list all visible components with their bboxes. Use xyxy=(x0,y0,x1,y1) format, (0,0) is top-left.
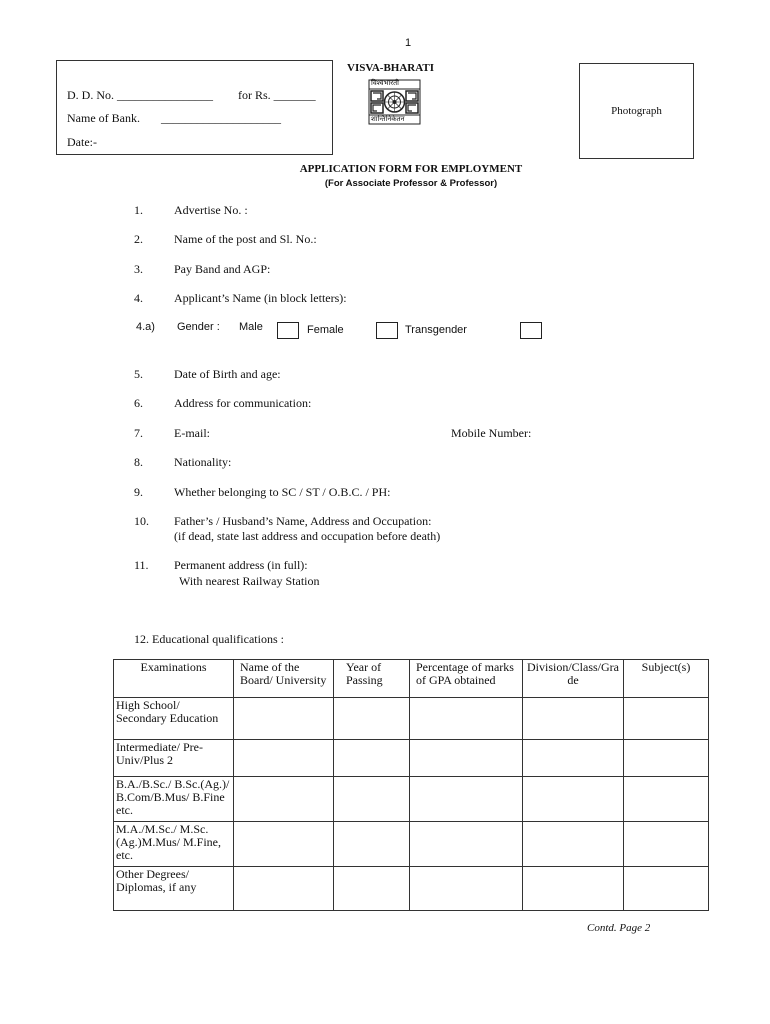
transgender-checkbox[interactable] xyxy=(520,322,542,339)
item-number: 3. xyxy=(134,262,143,276)
exam-cell: Other Degrees/ Diplomas, if any xyxy=(114,867,234,911)
mobile-number-label: Mobile Number: xyxy=(451,426,532,440)
column-header: Examinations xyxy=(114,660,234,698)
table-row xyxy=(114,822,709,867)
table-cell[interactable] xyxy=(523,822,624,867)
exam-cell: Intermediate/ Pre-Univ/Plus 2 xyxy=(114,740,234,777)
table-cell[interactable] xyxy=(624,698,709,740)
post-name-label: Name of the post and Sl. No.: xyxy=(174,232,317,246)
table-cell[interactable] xyxy=(234,740,334,777)
exam-cell: B.A./B.Sc./ B.Sc.(Ag.)/B.Com/B.Mus/ B.Fine etc. xyxy=(114,777,234,822)
permanent-address-label: Permanent address (in full): xyxy=(174,558,308,572)
date-label: Date:- xyxy=(67,135,97,149)
item-number: 4. xyxy=(134,291,143,305)
table-cell[interactable] xyxy=(234,698,334,740)
table-cell[interactable] xyxy=(334,698,410,740)
item-number: 10. xyxy=(134,514,149,528)
table-cell[interactable] xyxy=(523,867,624,911)
column-header: Percentage of marks of GPA obtained xyxy=(410,660,523,698)
applicant-name-label: Applicant’s Name (in block letters): xyxy=(174,291,347,305)
table-cell[interactable] xyxy=(624,822,709,867)
pay-band-label: Pay Band and AGP: xyxy=(174,262,271,276)
column-header: Name of the Board/ University xyxy=(234,660,334,698)
father-husband-label: Father’s / Husband’s Name, Address and Occupation: xyxy=(174,514,432,528)
table-cell[interactable] xyxy=(234,867,334,911)
table-cell[interactable] xyxy=(410,867,523,911)
table-cell[interactable] xyxy=(410,698,523,740)
address-label: Address for communication: xyxy=(174,396,312,410)
photograph-box xyxy=(579,63,694,159)
institution-name: VISVA-BHARATI xyxy=(347,62,435,74)
visva-bharati-emblem-icon xyxy=(367,78,422,126)
continued-note: Contd. Page 2 xyxy=(587,922,651,934)
table-cell[interactable] xyxy=(234,822,334,867)
item-number: 1. xyxy=(134,203,143,217)
item-number: 4.a) xyxy=(136,321,155,333)
exam-cell: M.A./M.Sc./ M.Sc.(Ag.)M.Mus/ M.Fine, etc. xyxy=(114,822,234,867)
category-label: Whether belonging to SC / ST / O.B.C. / PH: xyxy=(174,485,391,499)
table-cell[interactable] xyxy=(523,740,624,777)
item-number: 2. xyxy=(134,232,143,246)
table-cell[interactable] xyxy=(624,740,709,777)
table-cell[interactable] xyxy=(334,822,410,867)
educational-qualifications-heading: 12. Educational qualifications : xyxy=(134,632,284,646)
column-header: Division/Class/Grade xyxy=(523,660,624,698)
table-cell[interactable] xyxy=(234,777,334,822)
table-row xyxy=(114,867,709,911)
table-cell[interactable] xyxy=(334,740,410,777)
table-row xyxy=(114,698,709,740)
form-subtitle: (For Associate Professor & Professor) xyxy=(324,178,498,189)
emblem-top-text: विश्वभारती xyxy=(371,79,399,87)
dob-label: Date of Birth and age: xyxy=(174,367,281,381)
table-cell[interactable] xyxy=(624,867,709,911)
table-cell[interactable] xyxy=(624,777,709,822)
emblem-bottom-text: शान्तिनिकेतन xyxy=(371,115,405,123)
nationality-label: Nationality: xyxy=(174,455,232,469)
table-row xyxy=(114,740,709,777)
item-number: 11. xyxy=(134,558,149,572)
column-header: Year of Passing xyxy=(334,660,410,698)
female-checkbox[interactable] xyxy=(376,322,398,339)
table-cell[interactable] xyxy=(523,698,624,740)
male-option-label: Male xyxy=(239,321,263,333)
advertise-no-label: Advertise No. : xyxy=(174,203,248,217)
amount-label: for Rs. _______ xyxy=(238,88,316,102)
table-cell[interactable] xyxy=(334,867,410,911)
item-number: 7. xyxy=(134,426,143,440)
father-husband-note: (if dead, state last address and occupation before death) xyxy=(174,529,441,543)
education-table xyxy=(113,659,709,911)
dd-number-label: D. D. No. ________________ xyxy=(67,88,213,102)
table-cell[interactable] xyxy=(523,777,624,822)
table-header-row xyxy=(114,660,709,698)
table-cell[interactable] xyxy=(410,777,523,822)
railway-station-label: With nearest Railway Station xyxy=(179,574,320,588)
email-label: E-mail: xyxy=(174,426,210,440)
form-title: APPLICATION FORM FOR EMPLOYMENT xyxy=(299,163,523,175)
bank-name-line: ____________________ xyxy=(161,111,281,125)
page-number: 1 xyxy=(405,37,412,49)
column-header: Subject(s) xyxy=(624,660,709,698)
male-checkbox[interactable] xyxy=(277,322,299,339)
female-option-label: Female xyxy=(307,324,344,336)
transgender-option-label: Transgender xyxy=(405,324,467,336)
gender-label: Gender : xyxy=(177,321,220,333)
table-cell[interactable] xyxy=(334,777,410,822)
item-number: 6. xyxy=(134,396,143,410)
bank-name-label: Name of Bank. xyxy=(67,111,140,125)
photograph-label: Photograph xyxy=(611,105,662,117)
table-row xyxy=(114,777,709,822)
item-number: 5. xyxy=(134,367,143,381)
exam-cell: High School/ Secondary Education xyxy=(114,698,234,740)
item-number: 9. xyxy=(134,485,143,499)
table-cell[interactable] xyxy=(410,740,523,777)
dd-details-box xyxy=(56,60,333,155)
table-cell[interactable] xyxy=(410,822,523,867)
item-number: 8. xyxy=(134,455,143,469)
